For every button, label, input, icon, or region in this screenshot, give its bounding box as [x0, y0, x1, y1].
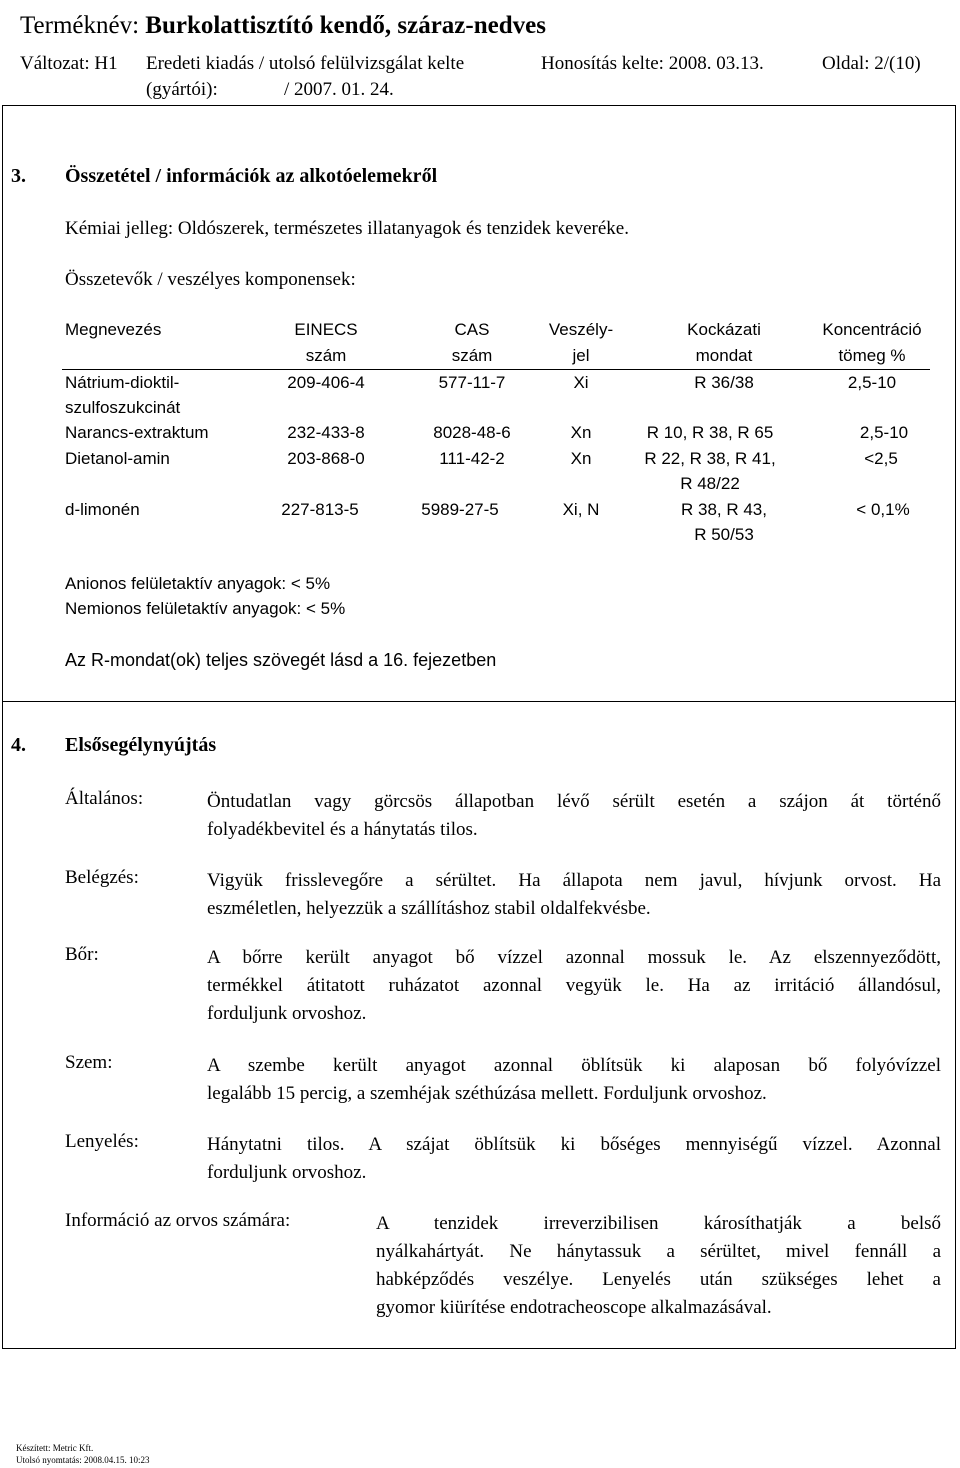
col-header-risk: Kockázati [687, 320, 761, 339]
col-header-risk-2: mondat [695, 346, 753, 365]
first-aid-label-skin: Bőr: [65, 944, 99, 965]
table-cell-concentration: 2,5-10 [847, 373, 897, 392]
table-cell-risk-2: R 50/53 [694, 525, 754, 544]
table-header-rule [62, 369, 930, 370]
first-aid-text-inhalation [207, 867, 941, 923]
first-aid-label-eye: Szem: [65, 1052, 113, 1073]
text-line: legalább 15 percig, a szemhéjak széthúzása mellett. Forduljunk orvoshoz. [207, 1083, 767, 1104]
col-header-concentration-2: tömeg % [838, 346, 906, 365]
text-line: gyomor kiürítése endotracheoscope alkalmazásával. [376, 1297, 772, 1318]
first-aid-label-general: Általános: [65, 788, 144, 809]
table-cell-risk: R 36/38 [694, 373, 754, 392]
page-title [20, 12, 546, 40]
first-aid-text-eye [207, 1052, 941, 1108]
text-line: Vigyük frisslevegőre a sérültet. Ha állapota nem javul, hívjunk orvost. Ha [207, 870, 941, 891]
col-header-symbol-2: jel [572, 346, 590, 365]
table-cell-symbol: Xi, N [562, 500, 600, 519]
first-aid-text-general [207, 788, 941, 844]
table-cell-concentration: < 0,1% [856, 500, 910, 519]
section-4-number: 4. [11, 734, 26, 756]
first-aid-text-skin [207, 944, 941, 1028]
text-line: A szembe került anyagot azonnal öblítsük ki alaposan bő folyóvízzel [207, 1055, 941, 1076]
section-3-number: 3. [11, 165, 26, 187]
section-4-heading: Elsősegélynyújtás [65, 734, 217, 756]
table-cell-concentration: <2,5 [864, 449, 898, 468]
table-cell-einecs: 209-406-4 [287, 373, 365, 392]
col-header-name: Megnevezés [65, 320, 162, 339]
anionic-surfactants: Anionos felületaktív anyagok: < 5% [65, 574, 331, 593]
table-cell-risk: R 38, R 43, [681, 500, 767, 519]
col-header-einecs: EINECS [294, 320, 358, 339]
table-cell-symbol: Xn [570, 423, 592, 442]
first-aid-label-inhalation: Belégzés: [65, 867, 139, 888]
chemical-character: Kémiai jelleg: Oldószerek, természetes illatanyagok és tenzidek keveréke. [65, 218, 629, 239]
table-cell-risk: R 10, R 38, R 65 [646, 423, 774, 442]
title-prefix: Terméknév: [20, 12, 146, 39]
col-header-cas-2: szám [451, 346, 493, 365]
doctor-info-label: Információ az orvos számára: [65, 1210, 291, 1231]
page-number: Oldal: 2/(10) [822, 53, 921, 74]
table-cell-einecs: 227-813-5 [281, 500, 359, 519]
original-issue-label: Eredeti kiadás / utolsó felülvizsgálat kelte [146, 53, 465, 74]
table-cell-name: Narancs-extraktum [65, 423, 209, 442]
first-aid-text-ingestion [207, 1131, 941, 1187]
first-aid-label-ingestion: Lenyelés: [65, 1131, 139, 1152]
text-line: habképződés veszélye. Lenyelés után szükséges lehet a [376, 1269, 941, 1290]
table-cell-concentration: 2,5-10 [859, 423, 909, 442]
table-cell-name-2: szulfoszukcinát [65, 398, 181, 417]
table-cell-name: Dietanol-amin [65, 449, 170, 468]
col-header-symbol: Veszély- [548, 320, 614, 339]
table-cell-einecs: 203-868-0 [287, 449, 365, 468]
text-line: forduljunk orvoshoz. [207, 1162, 367, 1183]
text-line: termékkel átitatott ruházatot azonnal vegyük le. Ha az irritáció állandósul, [207, 975, 941, 996]
text-line: Öntudatlan vagy görcsös állapotban lévő sérült esetén a szájon át történő [207, 791, 941, 812]
table-cell-name: Nátrium-dioktil- [65, 373, 180, 392]
table-cell-risk-2: R 48/22 [680, 474, 740, 493]
text-line: nyálkahártyát. Ne hánytassuk a sérültet, mivel fennáll a [376, 1241, 941, 1262]
footer-made-by: Készített: Metric Kft. [16, 1443, 94, 1453]
variant: Változat: H1 [20, 53, 118, 74]
section-3-heading: Összetétel / információk az alkotóelemekről [65, 165, 438, 187]
col-header-cas: CAS [454, 320, 490, 339]
footer-printed: Utolsó nyomtatás: 2008.04.15. 10:23 [16, 1455, 150, 1465]
table-cell-cas: 5989-27-5 [421, 500, 499, 519]
table-cell-einecs: 232-433-8 [287, 423, 365, 442]
text-line: Hánytatni tilos. A szájat öblítsük ki bőséges mennyiségű vízzel. Azonnal [207, 1134, 941, 1155]
nonionic-surfactants: Nemionos felületaktív anyagok: < 5% [65, 599, 346, 618]
table-cell-name: d-limonén [65, 500, 140, 519]
table-cell-symbol: Xn [570, 449, 592, 468]
original-issue-label-2: (gyártói): [146, 79, 218, 100]
table-cell-cas: 577-11-7 [438, 373, 506, 392]
text-line: forduljunk orvoshoz. [207, 1003, 367, 1024]
table-cell-risk: R 22, R 38, R 41, [644, 449, 776, 468]
original-issue-date: / 2007. 01. 24. [284, 79, 394, 100]
text-line: A tenzidek irreverzibilisen károsíthatják a belső [376, 1213, 941, 1234]
table-cell-cas: 111-42-2 [439, 449, 505, 468]
r-phrase-note: Az R-mondat(ok) teljes szövegét lásd a 16. fejezetben [65, 650, 497, 670]
text-line: eszméletlen, helyezzük a szállításhoz stabil oldalfekvésbe. [207, 898, 651, 919]
text-line: folyadékbevitel és a hánytatás tilos. [207, 819, 478, 840]
table-cell-symbol: Xi [573, 373, 589, 392]
col-header-concentration: Koncentráció [822, 320, 922, 339]
text-line: A bőrre került anyagot bő vízzel azonnal mossuk le. Az elszennyeződött, [207, 947, 941, 968]
doctor-info-text [376, 1210, 941, 1322]
localization-date: Honosítás kelte: 2008. 03.13. [541, 53, 764, 74]
section-divider [2, 701, 956, 702]
product-name: Burkolattisztító kendő, száraz-nedves [145, 12, 546, 39]
table-cell-cas: 8028-48-6 [433, 423, 511, 442]
components-label: Összetevők / veszélyes komponensek: [65, 269, 356, 290]
col-header-einecs-2: szám [305, 346, 347, 365]
